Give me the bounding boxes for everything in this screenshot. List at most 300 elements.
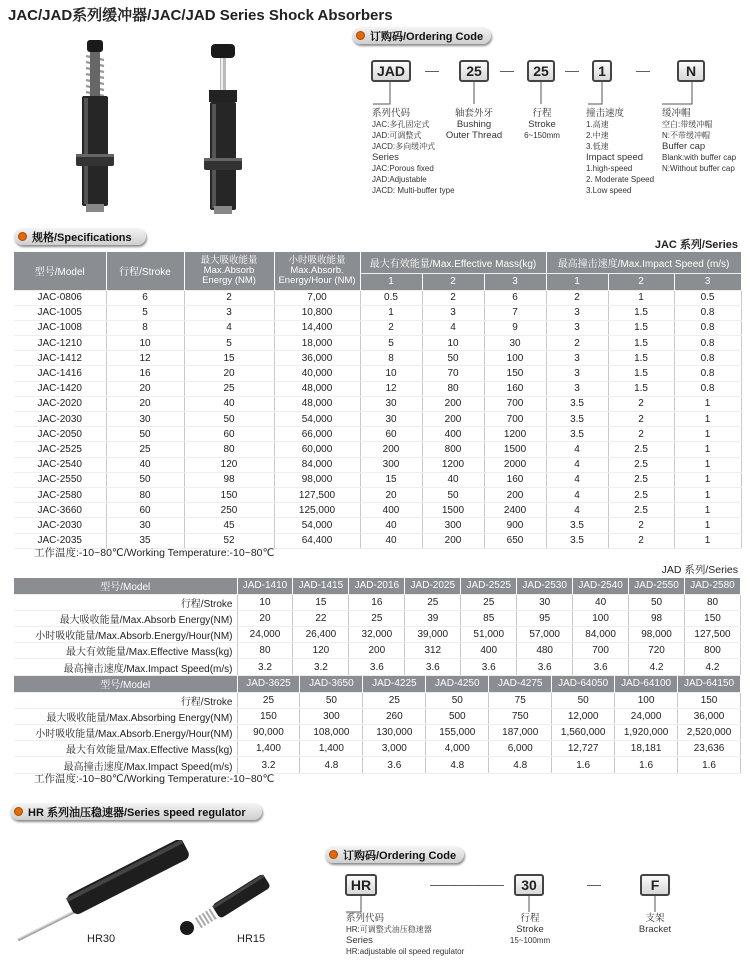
jad-spec-table-2 [14,676,741,774]
value-cell: 80 [106,487,184,502]
value-cell: 3.5 [546,396,608,411]
value-cell: 150 [237,708,300,724]
value-cell: 0.5 [674,290,741,305]
row-label: 最高撞击速度/Max.Impact Speed(m/s) [14,659,237,675]
value-cell: 40 [184,396,274,411]
model-cell: JAC-0806 [14,290,106,305]
value-cell: 1 [674,396,741,411]
value-cell: 16 [349,594,405,610]
value-cell: 15 [293,594,349,610]
value-cell: 0.8 [674,351,741,366]
value-cell: 900 [484,518,546,533]
model-cell: JAC-1420 [14,381,106,396]
row-label: 行程/Stroke [14,692,237,708]
value-cell: 20 [360,487,422,502]
table-row [14,708,741,724]
row-label: 小时吸收能量/Max.Absorb.Energy/Hour(NM) [14,725,237,741]
hr30-label: HR30 [87,933,116,945]
value-cell: 2,520,000 [678,725,741,741]
col-impact: 最高撞击速度/Max.Impact Speed (m/s) [546,252,741,274]
value-cell: 60 [106,503,184,518]
value-cell: 3.6 [461,659,517,675]
value-cell: 48,000 [274,396,360,411]
specifications-pill [14,228,146,245]
table-row [14,503,741,518]
value-cell: 2.5 [608,472,674,487]
value-cell: 300 [300,708,363,724]
value-cell: 45 [184,518,274,533]
ordering-bushing-desc: 轴套外牙 Bushing Outer Thread [445,108,503,141]
value-cell: 3.6 [517,659,573,675]
value-cell: 60 [184,427,274,442]
value-cell: 18,000 [274,336,360,351]
value-cell: 1200 [484,427,546,442]
value-cell: 1 [674,503,741,518]
value-cell: 4.8 [426,757,489,773]
value-cell: 4 [546,487,608,502]
value-cell: 35 [106,533,184,548]
value-cell: 50 [184,412,274,427]
value-cell: 4.2 [685,659,741,675]
value-cell: 2 [184,290,274,305]
value-cell: 3 [546,366,608,381]
value-cell: 22 [293,610,349,626]
value-cell: 4 [546,503,608,518]
value-cell: 39 [405,610,461,626]
value-cell: 200 [349,643,405,659]
value-cell: 20 [106,396,184,411]
table-row [14,320,741,335]
jac-working-temp: 工作温度:-10~80℃/Working Temperature:-10~80℃ [34,547,275,559]
table-row [14,518,741,533]
value-cell: 1 [674,533,741,548]
table-row [14,457,741,472]
model-cell: JAD-64150 [678,676,741,692]
jad-header-row [14,578,741,594]
value-cell: 4 [546,457,608,472]
value-cell: 14,400 [274,320,360,335]
model-cell: JAC-2035 [14,533,106,548]
code-speed: 1 [592,60,612,82]
value-cell: 3 [422,305,484,320]
value-cell: 3.5 [546,533,608,548]
value-cell: 50 [300,692,363,708]
value-cell: 60,000 [274,442,360,457]
value-cell: 50 [629,594,685,610]
model-cell: JAC-2030 [14,412,106,427]
value-cell: 1.6 [552,757,615,773]
table-row [14,366,741,381]
ordering-stroke-desc: 行程 Stroke 6~150mm [524,108,560,140]
table-row [14,627,741,643]
value-cell: 1,560,000 [552,725,615,741]
model-cell: JAC-2525 [14,442,106,457]
value-cell: 150 [678,692,741,708]
model-cell: JAD-1410 [237,578,293,594]
model-cell: JAD-2525 [461,578,517,594]
value-cell: 1.6 [678,757,741,773]
value-cell: 3.6 [405,659,461,675]
value-cell: 700 [484,396,546,411]
value-cell: 1500 [484,442,546,457]
value-cell: 150 [484,366,546,381]
value-cell: 30 [484,336,546,351]
value-cell: 1 [608,290,674,305]
hr-series-label: HR 系列油压稳速器/Series speed regulator [28,806,246,819]
value-cell: 5 [184,336,274,351]
value-cell: 50 [426,692,489,708]
value-cell: 4.2 [629,659,685,675]
value-cell: 23,636 [678,741,741,757]
col-model: 型号/Model [14,676,237,692]
value-cell: 1 [360,305,422,320]
bullet-icon [14,807,23,816]
hr-ordering-code-label: 订购码/Ordering Code [343,849,457,862]
value-cell: 30 [360,396,422,411]
value-cell: 4 [422,320,484,335]
value-cell: 26,400 [293,627,349,643]
value-cell: 84,000 [573,627,629,643]
model-cell: JAC-1412 [14,351,106,366]
value-cell: 700 [484,412,546,427]
table-row [14,381,741,396]
value-cell: 1 [674,442,741,457]
value-cell: 24,000 [615,708,678,724]
value-cell: 1.5 [608,351,674,366]
value-cell: 8 [360,351,422,366]
value-cell: 800 [422,442,484,457]
value-cell: 2.5 [608,487,674,502]
value-cell: 90,000 [237,725,300,741]
value-cell: 3.2 [237,757,300,773]
value-cell: 52 [184,533,274,548]
value-cell: 0.8 [674,336,741,351]
value-cell: 80 [685,594,741,610]
value-cell: 500 [426,708,489,724]
value-cell: 32,000 [349,627,405,643]
table-row [14,659,741,675]
value-cell: 3,000 [363,741,426,757]
value-cell: 1.5 [608,305,674,320]
value-cell: 100 [573,610,629,626]
jad-spec-table-1 [14,578,741,676]
value-cell: 400 [461,643,517,659]
value-cell: 25 [461,594,517,610]
table-row [14,594,741,610]
value-cell: 1.5 [608,320,674,335]
value-cell: 3.6 [573,659,629,675]
model-cell: JAD-2530 [517,578,573,594]
code-connector-lines [370,82,710,108]
value-cell: 4 [546,472,608,487]
value-cell: 40 [360,518,422,533]
model-cell: JAD-4225 [363,676,426,692]
value-cell: 48,000 [274,381,360,396]
value-cell: 54,000 [274,412,360,427]
value-cell: 480 [517,643,573,659]
table-row [14,442,741,457]
value-cell: 24,000 [237,627,293,643]
value-cell: 4.8 [300,757,363,773]
value-cell: 400 [422,427,484,442]
value-cell: 1.6 [615,757,678,773]
value-cell: 40 [573,594,629,610]
hr-bracket-desc: 支架 Bracket [638,913,672,935]
table-row [14,610,741,626]
value-cell: 200 [422,533,484,548]
value-cell: 3.2 [293,659,349,675]
value-cell: 75 [489,692,552,708]
value-cell: 80 [422,381,484,396]
value-cell: 16 [106,366,184,381]
model-cell: JAD-3650 [300,676,363,692]
value-cell: 57,000 [517,627,573,643]
value-cell: 40 [360,533,422,548]
col-hour: 小时吸收能量 Max.Absorb. Energy/Hour (NM) [274,252,360,290]
value-cell: 15 [360,472,422,487]
value-cell: 2 [608,533,674,548]
value-cell: 3.5 [546,427,608,442]
jac-subheader-row: 1 2 3 1 2 3 [14,274,741,290]
row-label: 最高撞击速度/Max.Impact Speed(m/s) [14,757,237,773]
value-cell: 98 [629,610,685,626]
shock-absorber-image-left [70,36,120,216]
value-cell: 39,000 [405,627,461,643]
model-cell: JAC-2050 [14,427,106,442]
model-cell: JAD-3625 [237,676,300,692]
table-row [14,427,741,442]
hr-series-desc: 系列代码 HR:可调整式油压稳速器 Series HR:adjustable oil speed regulator [346,913,465,956]
value-cell: 155,000 [426,725,489,741]
value-cell: 4 [184,320,274,335]
ordering-speed-desc: 撞击速度 1.高速 2.中速 3.低速 Impact speed 1.high-speed 2. Moderate Speed 3.Low speed [586,108,655,195]
value-cell: 66,000 [274,427,360,442]
table-row [14,351,741,366]
value-cell: 127,500 [274,487,360,502]
table-row [14,290,741,305]
value-cell: 70 [422,366,484,381]
value-cell: 1,400 [300,741,363,757]
value-cell: 700 [573,643,629,659]
value-cell: 50 [422,351,484,366]
bullet-icon [18,232,27,241]
col-model: 型号/Model [14,578,237,594]
value-cell: 36,000 [274,351,360,366]
value-cell: 5 [106,305,184,320]
value-cell: 3 [546,381,608,396]
value-cell: 50 [552,692,615,708]
value-cell: 160 [484,381,546,396]
value-cell: 1 [674,457,741,472]
value-cell: 2 [546,336,608,351]
value-cell: 80 [184,442,274,457]
model-cell: JAC-1008 [14,320,106,335]
value-cell: 0.8 [674,366,741,381]
model-cell: JAD-4275 [489,676,552,692]
model-cell: JAC-1005 [14,305,106,320]
col-model: 型号/Model [14,252,106,290]
value-cell: 10,800 [274,305,360,320]
value-cell: 54,000 [274,518,360,533]
value-cell: 720 [629,643,685,659]
value-cell: 25 [363,692,426,708]
code-stroke: 25 [527,60,555,82]
value-cell: 312 [405,643,461,659]
model-cell: JAD-4250 [426,676,489,692]
value-cell: 1200 [422,457,484,472]
model-cell: JAC-2540 [14,457,106,472]
hr-stroke-desc: 行程 Stroke 15~100mm [509,913,551,945]
row-label: 最大有效能量/Max.Effective Mass(kg) [14,643,237,659]
value-cell: 125,000 [274,503,360,518]
value-cell: 108,000 [300,725,363,741]
jad-series-label: JAD 系列/Series [661,564,738,576]
value-cell: 12 [106,351,184,366]
value-cell: 0.5 [360,290,422,305]
value-cell: 150 [685,610,741,626]
value-cell: 3 [546,305,608,320]
table-row [14,692,741,708]
value-cell: 10 [422,336,484,351]
col-energy: 最大吸收能量 Max.Absorb Energy (NM) [184,252,274,290]
value-cell: 200 [422,396,484,411]
value-cell: 3 [184,305,274,320]
value-cell: 2 [608,518,674,533]
model-cell: JAC-1416 [14,366,106,381]
model-cell: JAD-1415 [293,578,349,594]
value-cell: 1 [674,518,741,533]
hr-ordering-code-pill [325,846,464,863]
row-label: 最大吸收能量/Max.Absorb Energy(NM) [14,610,237,626]
page-title: JAC/JAD系列缓冲器/JAC/JAD Series Shock Absorbers [8,7,393,24]
value-cell: 200 [484,487,546,502]
value-cell: 150 [184,487,274,502]
model-cell: JAC-2550 [14,472,106,487]
value-cell: 15 [184,351,274,366]
shock-absorber-image-right [198,40,248,220]
value-cell: 300 [422,518,484,533]
value-cell: 187,000 [489,725,552,741]
hr-code-stroke: 30 [514,874,544,896]
hr-series-pill [10,803,262,820]
value-cell: 6,000 [489,741,552,757]
value-cell: 160 [484,472,546,487]
row-label: 最大吸收能量/Max.Absorbing Energy(NM) [14,708,237,724]
model-cell: JAD-2540 [573,578,629,594]
value-cell: 2 [608,396,674,411]
value-cell: 7 [484,305,546,320]
row-label: 行程/Stroke [14,594,237,610]
jac-spec-table [14,252,742,549]
model-cell: JAC-1210 [14,336,106,351]
value-cell: 4.8 [489,757,552,773]
value-cell: 1 [674,427,741,442]
value-cell: 3.6 [349,659,405,675]
value-cell: 6 [106,290,184,305]
value-cell: 4 [546,442,608,457]
value-cell: 2.5 [608,503,674,518]
value-cell: 250 [184,503,274,518]
value-cell: 200 [360,442,422,457]
value-cell: 30 [106,412,184,427]
value-cell: 3 [546,351,608,366]
specifications-label: 规格/Specifications [32,231,132,244]
value-cell: 3.2 [237,659,293,675]
value-cell: 98 [184,472,274,487]
jad-working-temp: 工作温度:-10~80℃/Working Temperature:-10~80℃ [34,773,275,785]
value-cell: 30 [360,412,422,427]
hr15-image [175,868,275,940]
col-stroke: 行程/Stroke [106,252,184,290]
table-row [14,305,741,320]
table-row [14,725,741,741]
value-cell: 260 [363,708,426,724]
value-cell: 80 [237,643,293,659]
row-label: 小时吸收能量/Max.Absorb.Energy/Hour(NM) [14,627,237,643]
value-cell: 12,727 [552,741,615,757]
value-cell: 1,400 [237,741,300,757]
value-cell: 25 [237,692,300,708]
value-cell: 3.5 [546,518,608,533]
value-cell: 3 [546,320,608,335]
value-cell: 51,000 [461,627,517,643]
model-cell: JAD-64050 [552,676,615,692]
value-cell: 3.6 [363,757,426,773]
table-row [14,643,741,659]
value-cell: 40 [106,457,184,472]
code-cap: N [677,60,705,82]
model-cell: JAD-2016 [349,578,405,594]
row-label: 最大有效能量/Max.Effective Mass(kg) [14,741,237,757]
value-cell: 2 [546,290,608,305]
value-cell: 0.8 [674,305,741,320]
value-cell: 2400 [484,503,546,518]
value-cell: 0.8 [674,320,741,335]
value-cell: 36,000 [678,708,741,724]
value-cell: 9 [484,320,546,335]
value-cell: 2 [360,320,422,335]
value-cell: 20 [106,381,184,396]
model-cell: JAC-2580 [14,487,106,502]
model-cell: JAD-2550 [629,578,685,594]
value-cell: 10 [360,366,422,381]
code-bushing: 25 [459,60,489,82]
value-cell: 200 [422,412,484,427]
bullet-icon [329,850,338,859]
value-cell: 1.5 [608,381,674,396]
ordering-series-desc: 系列代码 JAC:多孔固定式 JAD:可调整式 JACD:多向缓冲式 Series JAC:Porous fixed JAD:Adjustable JACD: Multi-buffer type [372,108,455,195]
hr-code-series: HR [345,874,377,896]
value-cell: 130,000 [363,725,426,741]
value-cell: 40 [422,472,484,487]
value-cell: 12 [360,381,422,396]
value-cell: 2.5 [608,442,674,457]
model-cell: JAD-2580 [685,578,741,594]
value-cell: 10 [106,336,184,351]
value-cell: 40,000 [274,366,360,381]
value-cell: 650 [484,533,546,548]
value-cell: 1,920,000 [615,725,678,741]
value-cell: 400 [360,503,422,518]
value-cell: 25 [106,442,184,457]
ordering-code-pill [352,27,491,44]
value-cell: 60 [360,427,422,442]
table-row [14,396,741,411]
col-mass: 最大有效能量/Max.Effective Mass(kg) [360,252,546,274]
value-cell: 25 [405,594,461,610]
value-cell: 1 [674,487,741,502]
value-cell: 1.5 [608,366,674,381]
